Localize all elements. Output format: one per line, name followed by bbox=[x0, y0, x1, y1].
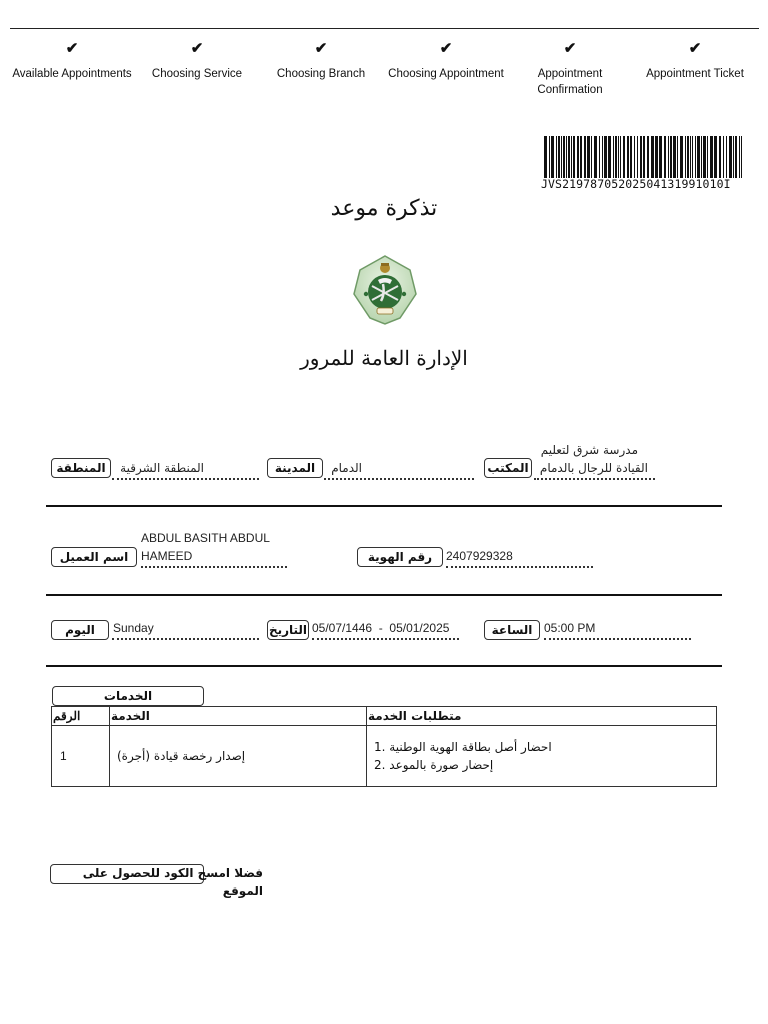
step-label: Choosing Service bbox=[151, 68, 243, 80]
column-header-number: الرقم bbox=[52, 707, 110, 726]
checkmark-icon: ✔ bbox=[190, 40, 204, 57]
service-number: 1 bbox=[52, 726, 110, 787]
barcode-bar bbox=[643, 136, 645, 178]
time-value: 05:00 PM bbox=[544, 621, 596, 635]
office-label: المكتب bbox=[484, 458, 532, 478]
barcode-bar bbox=[735, 136, 737, 178]
city-underline bbox=[324, 478, 474, 480]
time-underline bbox=[544, 638, 691, 640]
step-label: Appointment Confirmation bbox=[537, 68, 603, 96]
requirement-item: 1. احضار أصل بطاقة الهوية الوطنية bbox=[374, 740, 552, 754]
step-choosing-appointment[interactable] bbox=[382, 40, 510, 82]
region-underline bbox=[112, 478, 259, 480]
office-value-line2: القيادة للرجال بالدمام bbox=[539, 461, 648, 475]
time-label: الساعة bbox=[484, 620, 540, 640]
barcode-number: JVS21978705202504131991010I bbox=[541, 177, 731, 191]
barcode bbox=[544, 136, 746, 178]
barcode-bar bbox=[703, 136, 706, 178]
traffic-department-emblem-icon bbox=[350, 254, 420, 326]
checkmark-icon: ✔ bbox=[688, 40, 702, 57]
barcode-bar bbox=[620, 136, 621, 178]
barcode-bar bbox=[673, 136, 676, 178]
section-divider bbox=[46, 594, 722, 596]
barcode-bar bbox=[640, 136, 642, 178]
barcode-bar bbox=[580, 136, 582, 178]
checkmark-icon: ✔ bbox=[563, 40, 577, 57]
barcode-bar bbox=[561, 136, 562, 178]
day-underline bbox=[112, 638, 259, 640]
barcode-bar bbox=[587, 136, 590, 178]
barcode-bar bbox=[651, 136, 654, 178]
barcode-bar bbox=[623, 136, 625, 178]
national-id-label: رقم الهوية bbox=[357, 547, 443, 567]
barcode-bar bbox=[563, 136, 565, 178]
barcode-bar bbox=[677, 136, 678, 178]
barcode-bar bbox=[733, 136, 734, 178]
barcode-bar bbox=[695, 136, 696, 178]
barcode-bar bbox=[573, 136, 575, 178]
checkmark-icon: ✔ bbox=[314, 40, 328, 57]
barcode-bar bbox=[613, 136, 614, 178]
barcode-bar bbox=[668, 136, 669, 178]
step-choosing-service[interactable] bbox=[146, 40, 248, 82]
service-name-text: إصدار رخصة قيادة (أجرة) bbox=[117, 749, 246, 763]
scan-instruction-text: فضلا امسح الكود للحصول على الموقع bbox=[82, 866, 263, 898]
barcode-bar bbox=[697, 136, 700, 178]
barcode-bar bbox=[544, 136, 547, 178]
barcode-bar bbox=[714, 136, 717, 178]
barcode-bar bbox=[604, 136, 607, 178]
step-appointment-confirmation[interactable] bbox=[524, 40, 616, 98]
barcode-bar bbox=[723, 136, 724, 178]
date-underline bbox=[312, 638, 459, 640]
barcode-bar bbox=[634, 136, 635, 178]
barcode-bar bbox=[566, 136, 567, 178]
services-table bbox=[51, 706, 717, 787]
date-label: التاريخ bbox=[267, 620, 309, 640]
barcode-bar bbox=[599, 136, 600, 178]
city-label: المدينة bbox=[267, 458, 323, 478]
barcode-bar bbox=[615, 136, 617, 178]
barcode-bar bbox=[608, 136, 611, 178]
customer-name-label: اسم العميل bbox=[51, 547, 137, 567]
step-choosing-branch[interactable] bbox=[270, 40, 372, 82]
step-label: Available Appointments bbox=[12, 68, 132, 80]
barcode-bar bbox=[618, 136, 619, 178]
city-value: الدمام bbox=[331, 461, 362, 475]
organization-name: الإدارة العامة للمرور bbox=[300, 346, 468, 370]
barcode-bar bbox=[680, 136, 683, 178]
barcode-bar bbox=[690, 136, 691, 178]
office-value-line1: مدرسة شرق لتعليم bbox=[540, 443, 638, 457]
date-value: 05/07/1446 - 05/01/2025 bbox=[312, 621, 450, 635]
top-divider bbox=[10, 28, 759, 29]
barcode-bar bbox=[659, 136, 662, 178]
step-label: Appointment Ticket bbox=[646, 68, 744, 80]
barcode-bar bbox=[741, 136, 742, 178]
barcode-bar bbox=[594, 136, 597, 178]
barcode-bar bbox=[647, 136, 649, 178]
day-label: اليوم bbox=[51, 620, 109, 640]
column-header-service: الخدمة bbox=[110, 707, 367, 726]
national-id-underline bbox=[446, 566, 593, 568]
step-label: Choosing Appointment bbox=[388, 68, 504, 80]
barcode-bar bbox=[664, 136, 666, 178]
step-label: Choosing Branch bbox=[276, 68, 366, 80]
section-divider bbox=[46, 665, 722, 667]
barcode-bar bbox=[692, 136, 693, 178]
barcode-bar bbox=[558, 136, 560, 178]
service-name bbox=[110, 726, 367, 787]
barcode-bar bbox=[549, 136, 550, 178]
service-requirements bbox=[367, 726, 717, 787]
checkmark-icon: ✔ bbox=[65, 40, 79, 57]
barcode-bar bbox=[726, 136, 727, 178]
barcode-bar bbox=[602, 136, 603, 178]
barcode-bar bbox=[630, 136, 632, 178]
column-header-requirements: متطلبات الخدمة bbox=[367, 707, 717, 726]
barcode-bar bbox=[670, 136, 672, 178]
step-appointment-ticket[interactable] bbox=[638, 40, 752, 82]
barcode-bar bbox=[701, 136, 702, 178]
barcode-bar bbox=[568, 136, 570, 178]
ticket-title: تذكرة موعد bbox=[330, 196, 438, 221]
barcode-bar bbox=[556, 136, 557, 178]
table-row bbox=[52, 726, 717, 787]
customer-name-underline bbox=[141, 566, 287, 568]
barcode-bar bbox=[591, 136, 592, 178]
barcode-bar bbox=[571, 136, 572, 178]
services-section-label: الخدمات bbox=[52, 686, 204, 706]
barcode-bar bbox=[584, 136, 586, 178]
barcode-bar bbox=[627, 136, 629, 178]
section-divider bbox=[46, 505, 722, 507]
customer-name-line1: ABDUL BASITH ABDUL bbox=[141, 531, 270, 545]
national-id-value: 2407929328 bbox=[446, 549, 513, 563]
customer-name-line2: HAMEED bbox=[141, 549, 193, 563]
barcode-bar bbox=[551, 136, 554, 178]
table-header-row bbox=[52, 707, 717, 726]
region-value: المنطقة الشرقية bbox=[120, 461, 204, 475]
step-available-appointments[interactable] bbox=[6, 40, 138, 82]
barcode-bar bbox=[655, 136, 658, 178]
barcode-bar bbox=[685, 136, 686, 178]
barcode-bar bbox=[637, 136, 638, 178]
region-label: المنطقة bbox=[51, 458, 111, 478]
barcode-bar bbox=[739, 136, 740, 178]
day-value: Sunday bbox=[113, 621, 154, 635]
barcode-bar bbox=[577, 136, 579, 178]
requirement-item: 2. إحضار صورة بالموعد bbox=[374, 758, 494, 772]
office-underline bbox=[534, 478, 655, 480]
barcode-bar bbox=[719, 136, 721, 178]
barcode-bar bbox=[687, 136, 689, 178]
barcode-bar bbox=[710, 136, 713, 178]
barcode-bar bbox=[729, 136, 732, 178]
barcode-bar bbox=[707, 136, 708, 178]
checkmark-icon: ✔ bbox=[439, 40, 453, 57]
